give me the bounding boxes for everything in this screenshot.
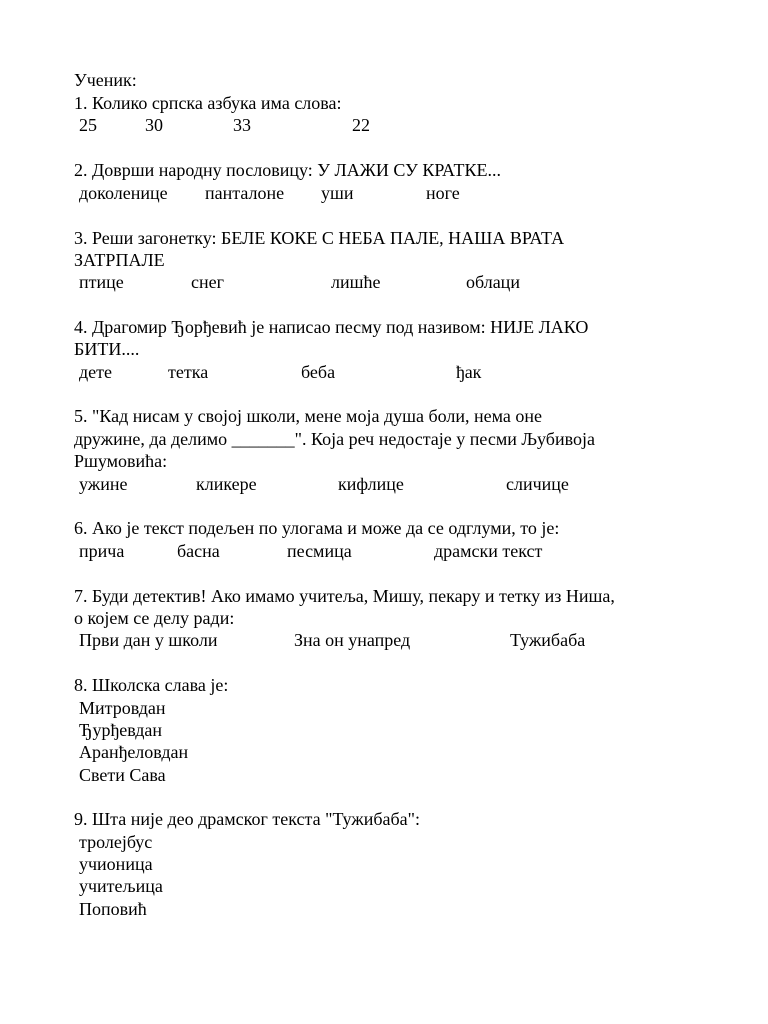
question-7-option: Зна он унапред (294, 630, 411, 650)
question-5-prompt: Ршумовића: (74, 451, 168, 471)
question-6-option: драмски текст (434, 541, 543, 561)
question-9-option: тролејбус (79, 832, 153, 852)
question-8-option: Ђурђевдан (79, 720, 163, 740)
question-4-option: тетка (168, 362, 209, 382)
question-6-prompt: 6. Ако је текст подељен по улогама и може да се одглуми, то је: (74, 518, 560, 538)
question-2-option: уши (321, 183, 354, 203)
question-6-option: басна (177, 541, 220, 561)
question-3-option: птице (79, 272, 124, 292)
question-3-prompt: ЗАТРПАЛЕ (74, 250, 165, 270)
question-5-option: сличице (506, 474, 569, 494)
question-5-option: кликере (196, 474, 257, 494)
question-4-prompt: БИТИ.... (74, 339, 140, 359)
question-5-option: ужине (79, 474, 128, 494)
question-1-option: 30 (145, 115, 163, 135)
question-3-option: лишће (331, 272, 381, 292)
question-4-prompt: 4. Драгомир Ђорђевић је написао песму под називом: НИЈЕ ЛАКО (74, 317, 589, 337)
question-8-option: Митровдан (79, 698, 166, 718)
question-7-option: Тужибаба (510, 630, 586, 650)
question-9-option: учитељица (79, 876, 163, 896)
question-6-option: прича (79, 541, 125, 561)
question-1-option: 22 (352, 115, 370, 135)
question-3-option: снег (191, 272, 224, 292)
question-9-option: учионица (79, 854, 153, 874)
question-3-prompt: 3. Реши загонетку: БЕЛЕ КОКЕ С НЕБА ПАЛЕ, НАША ВРАТА (74, 228, 565, 248)
question-4-option: беба (301, 362, 336, 382)
question-5-prompt: дружине, да делимо _______". Која реч недостаје у песми Љубивоја (74, 429, 595, 449)
question-1-option: 33 (233, 115, 251, 135)
question-9-option: Поповић (79, 899, 147, 919)
student-label: Ученик: (74, 70, 137, 90)
question-5-prompt: 5. "Кад нисам у својој школи, мене моја душа боли, нема оне (74, 406, 542, 426)
question-4-option: дете (79, 362, 113, 382)
question-5-option: кифлице (338, 474, 404, 494)
question-2-option: панталоне (205, 183, 285, 203)
question-7-prompt: 7. Буди детектив! Ако имамо учитеља, Мишу, пекару и тетку из Ниша, (74, 586, 615, 606)
question-8-option: Свети Сава (79, 765, 166, 785)
question-2-option: доколенице (79, 183, 168, 203)
question-2-prompt: 2. Доврши народну пословицу: У ЛАЖИ СУ КРАТКЕ... (74, 160, 501, 180)
question-1-prompt: 1. Колико српска азбука има слова: (74, 93, 342, 113)
question-7-prompt: о којем се делу ради: (74, 608, 235, 628)
question-8-prompt: 8. Школска слава је: (74, 675, 229, 695)
question-8-option: Аранђеловдан (79, 742, 189, 762)
question-7-option: Први дан у школи (79, 630, 218, 650)
question-9-prompt: 9. Шта није део драмског текста "Тужибаба": (74, 809, 421, 829)
question-1-option: 25 (79, 115, 97, 135)
question-3-option: облаци (466, 272, 520, 292)
question-4-option: ђак (456, 362, 482, 382)
question-6-option: песмица (287, 541, 352, 561)
question-2-option: ноге (426, 183, 460, 203)
